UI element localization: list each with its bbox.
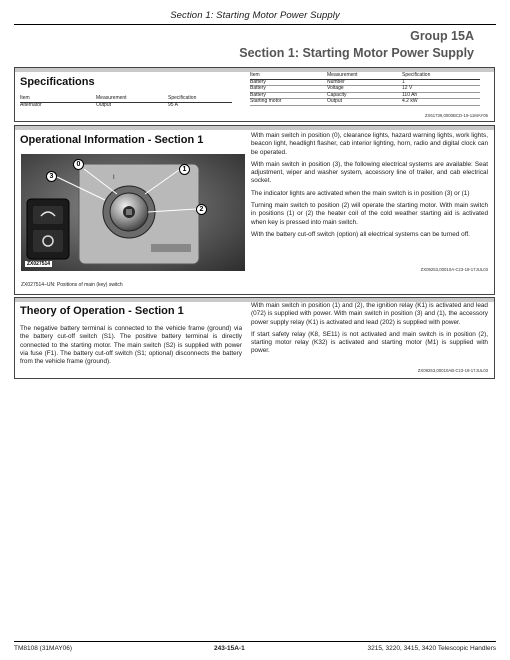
cell-specification: 95 A (168, 101, 179, 108)
cell-measurement: Voltage (327, 86, 402, 93)
cell-item: Battery (250, 92, 327, 99)
cell-measurement: Number (327, 79, 402, 86)
paragraph: Turning main switch to position (2) will operate the starting motor. With main switch in positions (1) or (2) the heater coil of the cold weather starting aid is activated when key is pressed into main switch. (251, 202, 488, 226)
footer-page-number: 243-15A-1 (214, 645, 245, 652)
paragraph: The indicator lights are activated when the main switch is in position (3) or (1) (251, 189, 470, 197)
callout-3: 3 (46, 171, 57, 182)
footer-left: TM8108 (31MAY06) (14, 645, 73, 652)
callout-2: 2 (196, 204, 207, 215)
table-row (250, 92, 480, 99)
table-row (250, 79, 480, 86)
col-header-specification: Specification (168, 96, 232, 102)
operational-panel (14, 125, 495, 295)
figure-caption: ZX027514–UN: Positions of main (key) switch (21, 282, 123, 288)
paragraph: The negative battery terminal is connected to the vehicle frame (ground) via the battery cut-off switch (S1). The positive battery terminal is directly connected to the starting motor. The main switch (S2) is supplied with power via fuse (F1). The battery cut-off switch (S1; optional) disconnects the battery from the vehicle frame (ground). (20, 325, 242, 366)
col-header-specification: Specification (402, 73, 480, 79)
cell-measurement: Output (96, 101, 112, 108)
table-row (20, 102, 232, 108)
paragraph: With main switch in position (0), clearance lights, hazard warning lights, work lights, beacon light, headlight flasher, cab interior lighting, horn, radio and digital clock can be operated. (251, 132, 488, 156)
cell-measurement: Capacity (327, 92, 402, 99)
col-header-measurement: Measurement (327, 73, 402, 79)
svg-text:I: I (113, 175, 115, 181)
footer-right: 3215, 3220, 3415, 3420 Telescopic Handlers (367, 645, 496, 652)
callout-leader-lines (21, 154, 245, 271)
panel-top-bar (15, 126, 494, 130)
paragraph: If start safety relay (K8, SE11) is not activated and main switch is in position (2), starting motor relay (K32) is activated and starting motor (M1) is supplied with power. (251, 330, 488, 355)
spec-table-right (250, 73, 480, 106)
col-header-item: Item (20, 96, 96, 102)
main-switch-photo (21, 154, 245, 271)
operational-ref: ZX09253,00010A-Cz3-19-17JUL03 (420, 267, 488, 272)
callout-0: 0 (73, 159, 84, 170)
cell-specification: 12 V (402, 86, 480, 93)
table-row (250, 99, 480, 106)
theory-left-text (20, 325, 242, 370)
cell-specification: 110 Ah (402, 92, 480, 99)
cell-item: Alternator (20, 101, 42, 108)
theory-panel (14, 297, 495, 379)
spec-table-left (20, 96, 232, 108)
running-header: Section 1: Starting Motor Power Supply (170, 10, 340, 21)
cell-specification: 1 (402, 79, 480, 86)
col-header-item: Item (250, 73, 327, 79)
col-header-measurement: Measurement (96, 96, 168, 102)
cell-item: Battery (250, 79, 327, 86)
operational-heading: Operational Information - Section 1 (20, 134, 204, 146)
specifications-heading: Specifications (20, 76, 95, 88)
paragraph: With main switch in position (3), the following electrical systems are available: Seat adjustment, wiper and washer system, accessory line of trailer, and cab electrical socket. (251, 160, 488, 185)
theory-heading: Theory of Operation - Section 1 (20, 305, 184, 317)
theory-ref: ZX09253,00010AB-Cz3-19-17JUL03 (417, 368, 488, 373)
cell-measurement: Output (327, 99, 402, 106)
cell-item: Starting motor (250, 99, 327, 106)
paragraph: With main switch in position (1) and (2), the ignition relay (K1) is activated and lead (072) is supplied with power. With main switch in position (3) and (1), the accessory power supply relay (K1) is activated and lead (202) is supplied with power. (251, 302, 488, 326)
paragraph: With the battery cut-off switch (option) all electrical systems can be turned off. (251, 230, 470, 238)
figure-tag: ZX027514 (27, 261, 51, 267)
theory-right-text (251, 302, 488, 360)
specifications-ref: ZX61739,0000BCD-19-11MAY05 (424, 113, 488, 118)
operational-text (251, 132, 488, 243)
cell-item: Battery (250, 86, 327, 93)
header-rule (14, 24, 496, 25)
callout-1: 1 (179, 164, 190, 175)
cell-specification: 4.2 kW (402, 99, 480, 106)
group-title: Group 15A (410, 29, 474, 43)
specifications-panel (14, 67, 495, 122)
table-row (250, 86, 480, 93)
section-title: Section 1: Starting Motor Power Supply (239, 46, 474, 60)
footer-rule (14, 641, 496, 642)
